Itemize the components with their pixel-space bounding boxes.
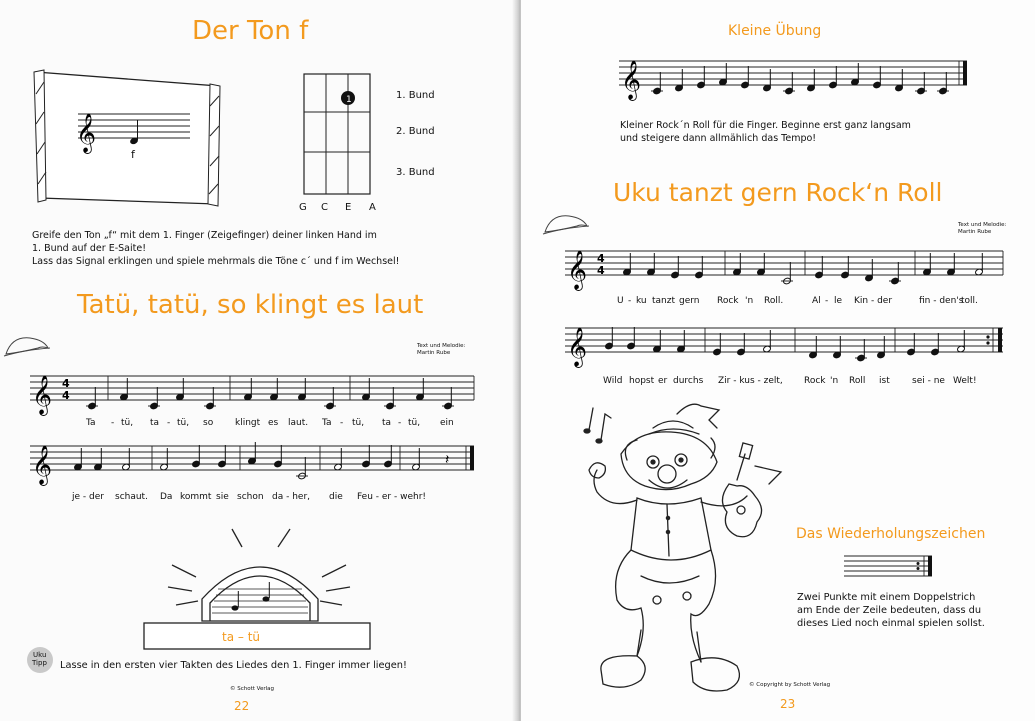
svg-text:𝄞: 𝄞 <box>32 375 53 415</box>
lyric: tü, <box>408 418 421 428</box>
lyric: Rock <box>804 376 826 386</box>
svg-text:𝄞: 𝄞 <box>567 250 588 290</box>
repeat-sign-staff <box>844 553 934 583</box>
lyric: sei - ne <box>912 376 945 386</box>
string-label-c: C <box>321 202 328 213</box>
lyric: so <box>203 418 214 428</box>
lyric: - <box>398 418 402 428</box>
lyric: - <box>111 418 115 428</box>
lyric: - <box>167 418 171 428</box>
repeat-text-2: am Ende der Zeile bedeuten, dass du <box>797 605 982 616</box>
lyric: es <box>268 418 279 428</box>
lyric: gern <box>679 296 700 306</box>
lyric: durchs <box>673 376 704 386</box>
lyrics-row-1 <box>0 418 517 432</box>
lyric: le <box>834 296 843 306</box>
exercise-text-1: Kleiner Rock´n Roll für die Finger. Beginne erst ganz langsam <box>620 120 911 131</box>
lyric: ist <box>879 376 890 386</box>
lyric: Da <box>160 492 173 502</box>
lyric: Zir - kus - zelt, <box>718 376 783 386</box>
svg-text:1: 1 <box>346 95 352 105</box>
repeat-title: Das Wiederholungszeichen <box>796 526 986 542</box>
right-page <box>521 0 1035 721</box>
fret-label-2: 2. Bund <box>396 126 435 137</box>
lyric: kommt <box>180 492 212 502</box>
copyright: © Copyright by Schott Verlag <box>749 682 831 688</box>
repeat-text-3: dieses Lied noch einmal spielen sollst. <box>797 618 985 629</box>
lyric: ein <box>440 418 454 428</box>
lyric: sie <box>216 492 229 502</box>
lyric: je - der <box>72 492 104 502</box>
svg-text:𝄽: 𝄽 <box>445 452 450 468</box>
exercise-text-2: und steigere dann allmählich das Tempo! <box>620 133 817 144</box>
song-credit-2: Martin Rube <box>417 350 451 356</box>
hat-sketch <box>541 208 591 238</box>
left-page <box>0 0 517 721</box>
lyric: schon <box>237 492 264 502</box>
lyrics-row-1 <box>521 296 1035 310</box>
string-label-e: E <box>345 202 352 213</box>
fret-label-3: 3. Bund <box>396 167 435 178</box>
lyric: klingt <box>235 418 261 428</box>
lyric: - <box>628 296 632 306</box>
fret-label-1: 1. Bund <box>396 90 435 101</box>
lyric: - <box>825 296 829 306</box>
lyric: Roll <box>849 376 866 386</box>
lyric: tü, <box>352 418 365 428</box>
lyric: Kin - der <box>854 296 893 306</box>
repeat-text-1: Zwei Punkte mit einem Doppelstrich <box>797 592 976 603</box>
music-staff-2 <box>30 440 476 485</box>
lyric: er <box>658 376 668 386</box>
instruction-line-2: 1. Bund auf der E-Saite! <box>32 243 146 254</box>
lyric: hopst <box>629 376 655 386</box>
music-staff-1 <box>565 245 1005 290</box>
music-staff-2 <box>565 322 1005 367</box>
string-label-g: G <box>299 202 307 213</box>
lyric: ta <box>382 418 392 428</box>
svg-text:4: 4 <box>597 252 605 265</box>
lyric: Ta <box>322 418 332 428</box>
svg-text:4: 4 <box>597 264 605 277</box>
lyric: die <box>329 492 343 502</box>
song-title: Tatü, tatü, so klingt es laut <box>77 290 424 320</box>
instruction-line-1: Greife den Ton „f“ mit dem 1. Finger (Zeigefinger) deiner linken Hand im <box>32 230 377 241</box>
lyric: tanzt <box>652 296 676 306</box>
svg-text:𝄞: 𝄞 <box>76 113 97 153</box>
lyric: Wild <box>603 376 623 386</box>
lyric: 'n <box>830 376 839 386</box>
lyric: toll. <box>961 296 978 306</box>
lyric: U <box>617 296 624 306</box>
lyric: 'n <box>745 296 754 306</box>
note-sign-illustration <box>28 64 228 214</box>
lyric: Ta <box>86 418 96 428</box>
svg-text:4: 4 <box>62 389 70 402</box>
song-credit-1: Text und Melodie: <box>417 343 466 349</box>
page-number: 23 <box>780 697 796 711</box>
lyric: laut. <box>288 418 309 428</box>
lyric: Rock <box>717 296 739 306</box>
song-title: Uku tanzt gern Rock‘n Roll <box>613 178 943 207</box>
lyric: schaut. <box>115 492 148 502</box>
lyric: Roll. <box>764 296 784 306</box>
tip-badge-line-1: Uku <box>33 651 47 659</box>
tip-badge-line-2: Tipp <box>32 659 47 667</box>
tip-badge <box>27 647 53 673</box>
lyrics-row-2 <box>0 492 517 506</box>
siren-label: ta – tü <box>222 630 260 644</box>
lyric: ta <box>150 418 160 428</box>
lyric: fin - den's <box>919 296 964 306</box>
lyric: Welt! <box>953 376 977 386</box>
exercise-title: Kleine Übung <box>728 23 822 39</box>
svg-text:𝄞: 𝄞 <box>621 60 642 100</box>
instruction-line-3: Lass das Signal erklingen und spiele mehrmals die Töne c´ und f im Wechsel! <box>32 256 400 267</box>
tip-text: Lasse in den ersten vier Takten des Liedes den 1. Finger immer liegen! <box>60 660 407 671</box>
lyric: tü, <box>121 418 134 428</box>
lyric: ku <box>636 296 647 306</box>
exercise-staff <box>619 55 969 100</box>
string-label-a: A <box>369 202 376 213</box>
lyric: tü, <box>177 418 190 428</box>
lyric: Al <box>812 296 821 306</box>
note-label: f <box>131 148 135 161</box>
siren-illustration <box>140 525 380 655</box>
song-credit-1: Text und Melodie: <box>958 222 1007 228</box>
copyright: © Schott Verlag <box>230 686 275 692</box>
lyric: - <box>340 418 344 428</box>
clown-illustration <box>541 400 801 710</box>
page-title: Der Ton f <box>192 16 309 46</box>
fretboard-diagram <box>300 74 380 194</box>
svg-text:𝄞: 𝄞 <box>32 445 53 485</box>
music-staff-1 <box>30 370 476 415</box>
svg-text:4: 4 <box>62 377 70 390</box>
lyric: Feu - er - wehr! <box>357 492 427 502</box>
hat-sketch <box>2 330 52 360</box>
lyric: da - her, <box>272 492 310 502</box>
song-credit-2: Martin Rube <box>958 229 992 235</box>
lyrics-row-2 <box>521 376 1035 390</box>
page-number: 22 <box>234 699 250 713</box>
svg-text:𝄞: 𝄞 <box>567 327 588 367</box>
